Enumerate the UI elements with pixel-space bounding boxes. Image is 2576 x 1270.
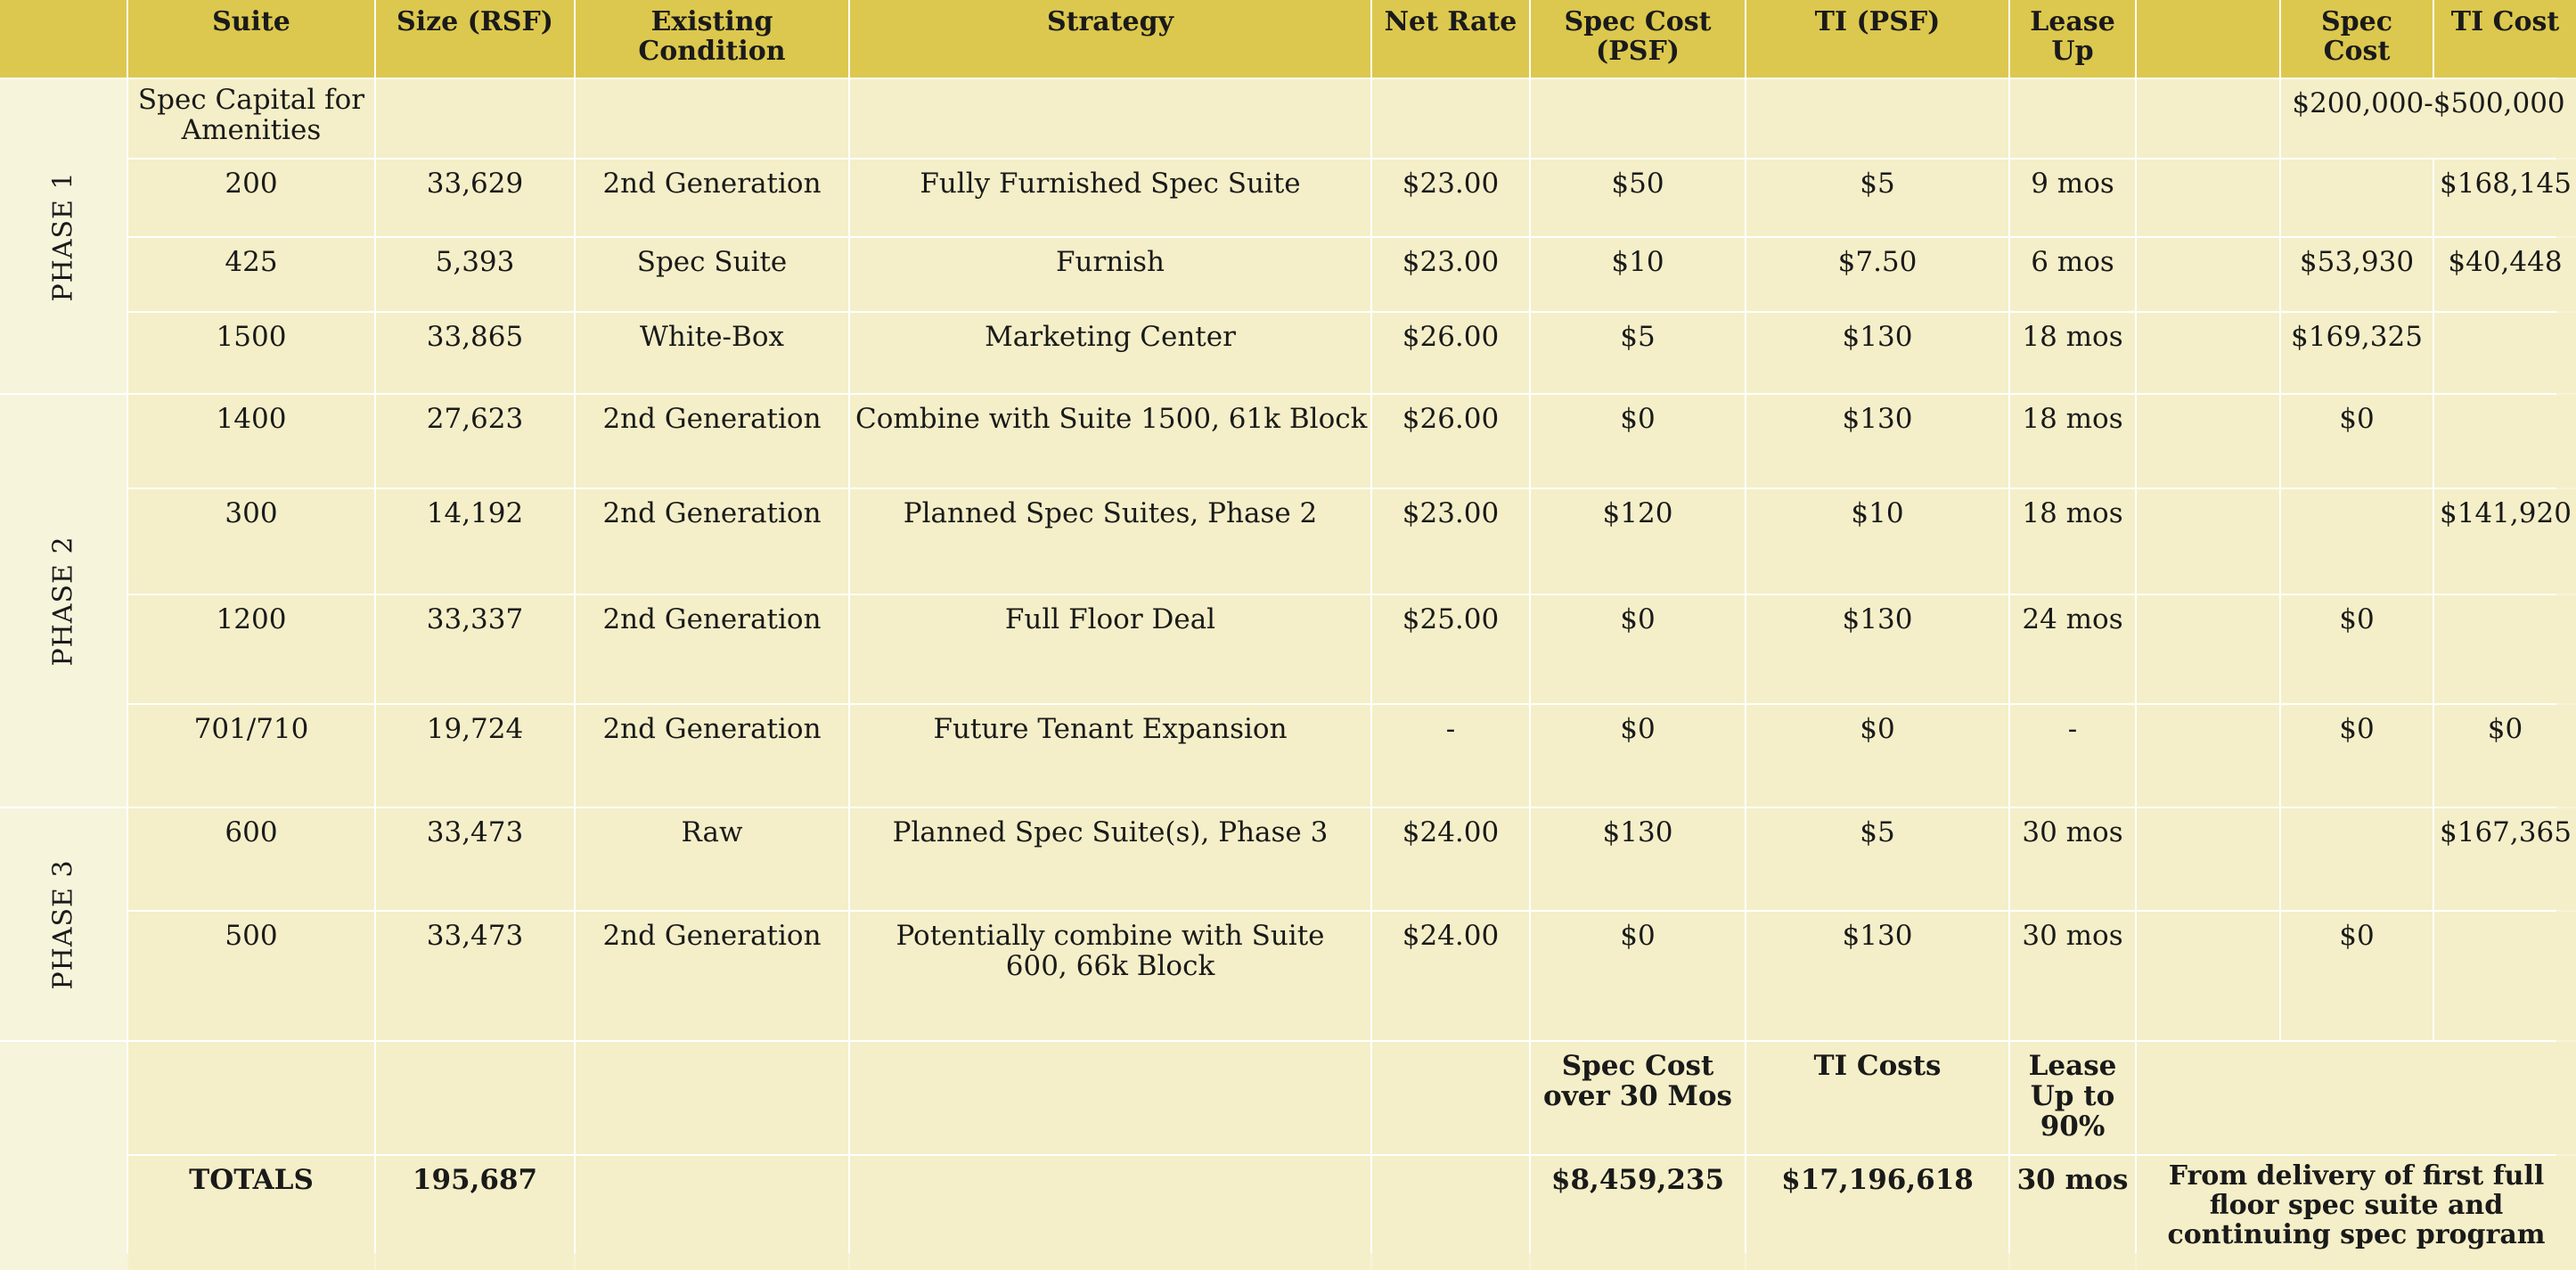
ti-cost-cell: $168,145 [2434,160,2576,236]
suite-cell: 200 [128,160,374,236]
strategy-cell: Fully Furnished Spec Suite [850,160,1370,236]
phase-2-label: PHASE 2 [0,395,127,807]
totals-note: From delivery of first full floor spec suite and continuing spec program [2137,1156,2576,1270]
net-rate-cell: $23.00 [1372,238,1529,311]
ti-psf-cell: $5 [1746,160,2008,236]
net-rate-cell: $26.00 [1372,313,1529,393]
totals-ti-costs: $17,196,618 [1746,1156,2008,1270]
size-cell: 5,393 [376,238,574,311]
lease-up-cell: 18 mos [2010,395,2135,488]
size-cell: 19,724 [376,705,574,807]
header-spec-cost: Spec Cost [2281,0,2433,78]
suite-cell: 300 [128,489,374,594]
size-cell: 33,473 [376,912,574,1040]
lease-up-cell: 9 mos [2010,160,2135,236]
existing-cell: Spec Suite [576,238,848,311]
totals-lease-up: 30 mos [2010,1156,2135,1270]
table-cell [1372,79,1529,158]
amenities-label: Spec Capital for Amenities [128,79,374,158]
suite-cell: 600 [128,808,374,910]
suite-cell: 500 [128,912,374,1040]
lease-up-cell: 18 mos [2010,489,2135,594]
phase-3-label: PHASE 3 [0,808,127,1040]
table-cell [376,1042,574,1154]
net-rate-cell: $24.00 [1372,808,1529,910]
strategy-cell: Full Floor Deal [850,595,1370,703]
existing-cell: 2nd Generation [576,912,848,1040]
header-suite: Suite [128,0,374,78]
header-blank [2137,0,2279,78]
table-cell [576,1042,848,1154]
suite-cell: 701/710 [128,705,374,807]
existing-cell: Raw [576,808,848,910]
table-cell [2137,79,2279,158]
table-cell [850,1156,1370,1270]
size-cell: 33,865 [376,313,574,393]
spec-cost-cell: $0 [2281,912,2433,1040]
net-rate-cell: $23.00 [1372,160,1529,236]
header-size: Size (RSF) [376,0,574,78]
spec-psf-cell: $0 [1531,705,1745,807]
ti-cost-cell: $40,448 [2434,238,2576,311]
ti-cost-cell [2434,595,2576,703]
spec-cost-cell: $0 [2281,395,2433,488]
spec-psf-cell: $5 [1531,313,1745,393]
lease-up-cell: 30 mos [2010,808,2135,910]
header-ti-psf: TI (PSF) [1746,0,2008,78]
spec-psf-cell: $120 [1531,489,1745,594]
phase-1-label: PHASE 1 [0,79,127,393]
table-cell [376,79,574,158]
suite-cell: 1400 [128,395,374,488]
table-cell [2137,1042,2576,1154]
strategy-cell: Planned Spec Suites, Phase 2 [850,489,1370,594]
spec-psf-cell: $0 [1531,395,1745,488]
ti-psf-cell: $0 [1746,705,2008,807]
table-cell [850,79,1370,158]
summary-ti-costs-label: TI Costs [1746,1042,2008,1154]
table-cell [850,1042,1370,1154]
header-net-rate: Net Rate [1372,0,1529,78]
spec-cost-cell: $0 [2281,705,2433,807]
ti-cost-cell [2434,912,2576,1040]
spec-cost-cell [2281,489,2433,594]
totals-spec-cost: $8,459,235 [1531,1156,1745,1270]
net-rate-cell: - [1372,705,1529,807]
lease-up-cell: - [2010,705,2135,807]
spec-psf-cell: $130 [1531,808,1745,910]
strategy-cell: Future Tenant Expansion [850,705,1370,807]
table-cell [576,1156,848,1270]
table-cell [2137,595,2279,703]
suite-cell: 1200 [128,595,374,703]
existing-cell: White-Box [576,313,848,393]
net-rate-cell: $24.00 [1372,912,1529,1040]
net-rate-cell: $26.00 [1372,395,1529,488]
table-cell [1372,1042,1529,1154]
spec-cost-cell: $169,325 [2281,313,2433,393]
ti-psf-cell: $130 [1746,395,2008,488]
table-cell [2137,395,2279,488]
size-cell: 33,473 [376,808,574,910]
size-cell: 33,337 [376,595,574,703]
header-lease-up: Lease Up [2010,0,2135,78]
header-strategy: Strategy [850,0,1370,78]
ti-psf-cell: $5 [1746,808,2008,910]
table-cell [2137,705,2279,807]
table-cell [1531,79,1745,158]
existing-cell: 2nd Generation [576,489,848,594]
ti-psf-cell: $130 [1746,595,2008,703]
table-cell [2137,489,2279,594]
table-cell [2137,808,2279,910]
existing-cell: 2nd Generation [576,705,848,807]
table-cell [2010,79,2135,158]
suite-cell: 1500 [128,313,374,393]
spec-cost-cell [2281,808,2433,910]
table-cell [2137,238,2279,311]
ti-cost-cell: $141,920 [2434,489,2576,594]
summary-lease-up-label: Lease Up to 90% [2010,1042,2135,1154]
table-cell [2137,912,2279,1040]
amenities-cost: $200,000-$500,000 [2281,79,2576,158]
size-cell: 27,623 [376,395,574,488]
lease-up-cell: 24 mos [2010,595,2135,703]
strategy-cell: Furnish [850,238,1370,311]
table-cell [128,1042,374,1154]
table-cell [2137,160,2279,236]
ti-psf-cell: $7.50 [1746,238,2008,311]
existing-cell: 2nd Generation [576,595,848,703]
net-rate-cell: $23.00 [1372,489,1529,594]
header-spec-cost-psf: Spec Cost (PSF) [1531,0,1745,78]
header-ti-cost: TI Cost [2434,0,2576,78]
existing-cell: 2nd Generation [576,395,848,488]
table-cell [2137,313,2279,393]
lease-up-cell: 30 mos [2010,912,2135,1040]
spec-cost-cell: $53,930 [2281,238,2433,311]
net-rate-cell: $25.00 [1372,595,1529,703]
ti-cost-cell: $0 [2434,705,2576,807]
size-cell: 33,629 [376,160,574,236]
strategy-cell: Potentially combine with Suite 600, 66k Block [850,912,1370,1040]
spec-psf-cell: $50 [1531,160,1745,236]
totals-label: TOTALS [128,1156,374,1270]
ti-psf-cell: $130 [1746,912,2008,1040]
spec-psf-cell: $0 [1531,595,1745,703]
ti-cost-cell [2434,395,2576,488]
strategy-cell: Combine with Suite 1500, 61k Block [850,395,1370,488]
ti-psf-cell: $130 [1746,313,2008,393]
table-cell [576,79,848,158]
spec-psf-cell: $0 [1531,912,1745,1040]
ti-cost-cell: $167,365 [2434,808,2576,910]
ti-cost-cell [2434,313,2576,393]
lease-up-cell: 6 mos [2010,238,2135,311]
lease-up-cell: 18 mos [2010,313,2135,393]
spec-cost-cell [2281,160,2433,236]
table-cell [1746,79,2008,158]
spec-cost-cell: $0 [2281,595,2433,703]
existing-cell: 2nd Generation [576,160,848,236]
strategy-cell: Marketing Center [850,313,1370,393]
size-cell: 14,192 [376,489,574,594]
spec-psf-cell: $10 [1531,238,1745,311]
suite-cell: 425 [128,238,374,311]
header-existing-condition: Existing Condition [576,0,848,78]
header-phase [0,0,127,78]
totals-phase-blank [0,1042,127,1270]
table-cell [1372,1156,1529,1270]
strategy-cell: Planned Spec Suite(s), Phase 3 [850,808,1370,910]
totals-size: 195,687 [376,1156,574,1270]
ti-psf-cell: $10 [1746,489,2008,594]
summary-spec-cost-label: Spec Cost over 30 Mos [1531,1042,1745,1154]
